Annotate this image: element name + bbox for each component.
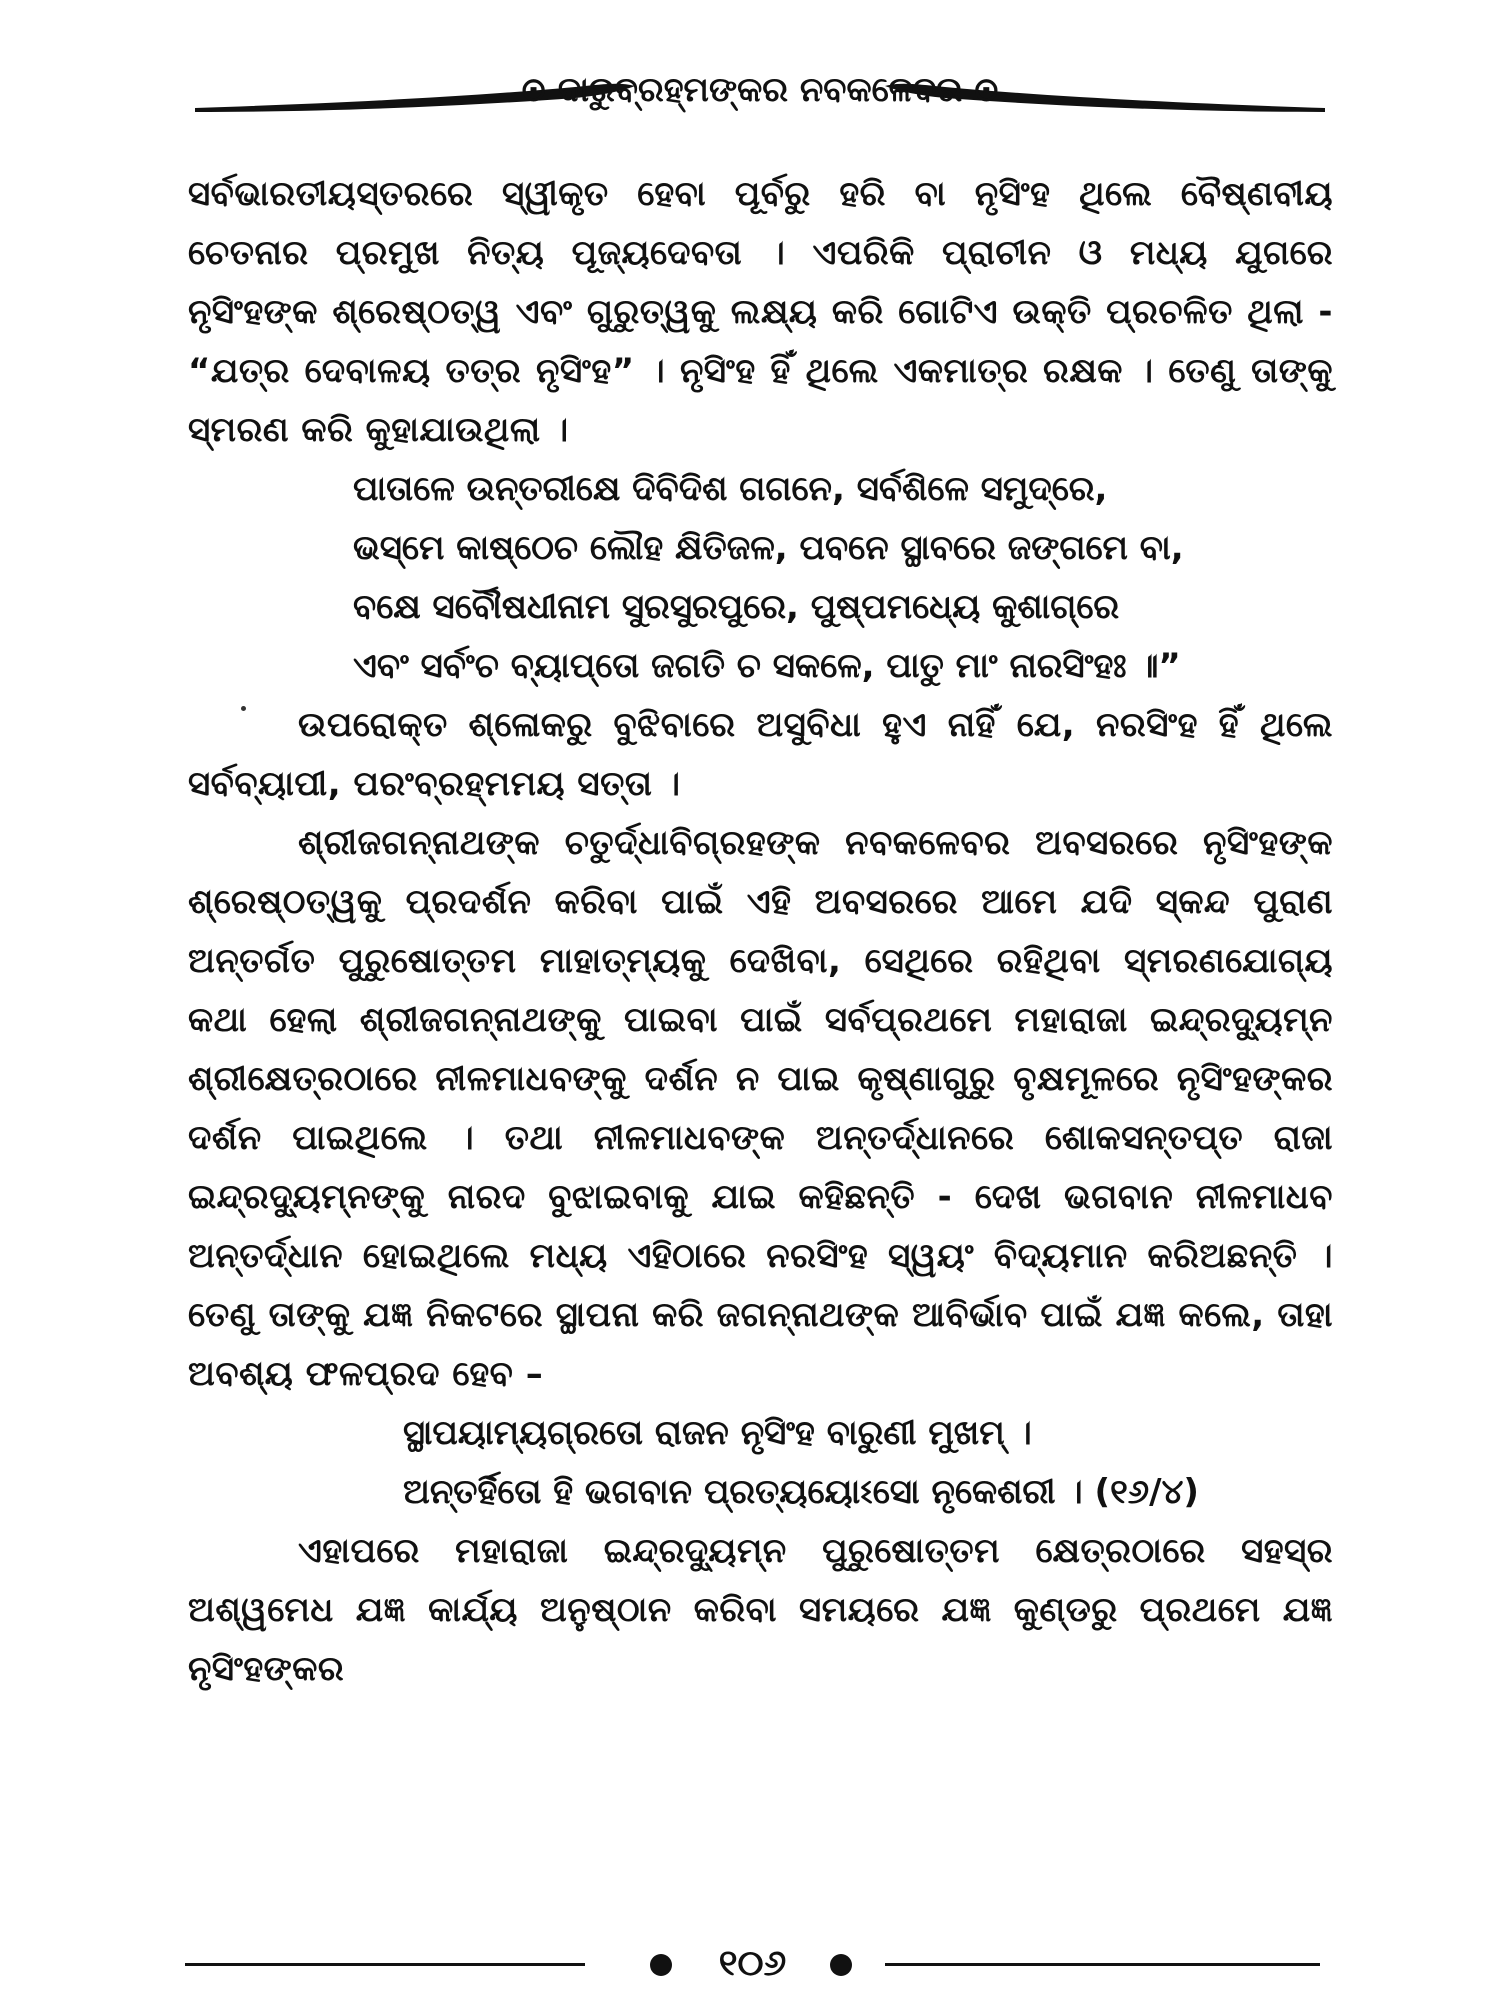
page-number: ୧୦୬	[718, 1943, 787, 1984]
verse-line: ସ୍ଥାପୟାମ୍ୟଗ୍ରତୋ ରାଜନ ନୃସିଂହ ବାରୁଣୀ ମୁଖମ୍ ।	[403, 1413, 1032, 1453]
verse-line: ଭସ୍ମେ କାଷ୍ଠେଚ ଲୌହ କ୍ଷିତିଜଳ, ପବନେ ସ୍ଥାବରେ ଜଙ୍ଗମେ ବା,	[353, 528, 1184, 568]
book-title: ଦାରୁବ୍ରହ୍ମଙ୍କର ନବକଳେବର	[557, 70, 963, 110]
paragraph-4: ଏହାପରେ ମହାରାଜା ଇନ୍ଦ୍ରଦ୍ୟୁମ୍ନ ପୁରୁଷୋତ୍ତମ କ୍ଷେତ୍ରଠାରେ ସହସ୍ର ଅଶ୍ୱମେଧ ଯଜ୍ଞ କାର୍ଯ୍ୟ ଅନୁଷ୍ଠାନ କରିବା ସମୟରେ ଯଜ୍ଞ କୁଣ୍ଡରୁ ପ୍ରଥମେ ଯଜ୍ଞ ନୃସିଂହଙ୍କର	[188, 1531, 1333, 1689]
verse-block-1	[188, 460, 1333, 696]
header-right-mark: ⊙	[972, 70, 1001, 110]
verse-line: ବକ୍ଷେ ସର୍ବୌଷଧୀନାମ ସୁରସୁରପୁରେ, ପୁଷ୍ପମଧ୍ୟେ କୁଶାଗ୍ରେ	[353, 587, 1120, 627]
verse-line: ଅନ୍ତର୍ହିତୋ ହି ଭଗବାନ ପ୍ରତ୍ୟୟୋଽସୋ ନୃକେଶରୀ । (୧୬/୪)	[403, 1472, 1199, 1512]
verse-line: ପାତାଳେ ଉନ୍ତରୀକ୍ଷେ ଦିବିଦିଶ ଗଗନେ, ସର୍ବଶିଳେ ସମୁଦ୍ରେ,	[353, 469, 1108, 509]
footer-rule-left	[185, 1963, 585, 1966]
verse-block-2	[188, 1404, 1333, 1522]
footer-rule-right	[885, 1963, 1320, 1966]
paragraph-1: ସର୍ବଭାରତୀୟସ୍ତରରେ ସ୍ୱୀକୃତ ହେବା ପୂର୍ବରୁ ହରି ବା ନୃସିଂହ ଥିଲେ ବୈଷ୍ଣବୀୟ ଚେତନାର ପ୍ରମୁଖ ନିତ୍ୟ ପୂଜ୍ୟଦେବତା । ଏପରିକି ପ୍ରାଚୀନ ଓ ମଧ୍ୟ ଯୁଗରେ ନୃସିଂହଙ୍କ ଶ୍ରେଷ୍ଠତ୍ୱ ଏବଂ ଗୁରୁତ୍ୱକୁ ଲକ୍ଷ୍ୟ କରି ଗୋଟିଏ ଉକ୍ତି ପ୍ରଚଳିତ ଥିଲା - “ଯତ୍ର ଦେବାଳୟ ତତ୍ର ନୃସିଂହ” । ନୃସିଂହ ହିଁ ଥିଲେ ଏକମାତ୍ର ରକ୍ଷକ । ତେଣୁ ତାଙ୍କୁ ସ୍ମରଣ କରି କୁହାଯାଉଥିଲା ।	[188, 174, 1333, 450]
paragraph-2: ଉପରୋକ୍ତ ଶ୍ଳୋକରୁ ବୁଝିବାରେ ଅସୁବିଧା ହୁଏ ନାହିଁ ଯେ, ନରସିଂହ ହିଁ ଥିଲେ ସର୍ବବ୍ୟାପୀ, ପରଂବ୍ରହ୍ମମୟ ସତ୍ତା ।	[188, 705, 1333, 804]
running-header	[195, 60, 1325, 130]
footer-dot-right	[830, 1954, 852, 1976]
header-title-line	[195, 68, 1325, 112]
verse-line: ଏବଂ ସର୍ବଂଚ ବ୍ୟାପ୍ତୋ ଜଗତି ଚ ସକଳେ, ପାତୁ ମାଂ ନାରସିଂହଃ ॥”	[353, 646, 1181, 686]
footer-dot-left	[650, 1954, 672, 1976]
header-left-mark: ⊙	[519, 70, 548, 110]
paragraph-3: ଶ୍ରୀଜଗନ୍ନାଥଙ୍କ ଚତୁର୍ଦ୍ଧାବିଗ୍ରହଙ୍କ ନବକଳେବର ଅବସରରେ ନୃସିଂହଙ୍କ ଶ୍ରେଷ୍ଠତ୍ୱକୁ ପ୍ରଦର୍ଶନ କରିବା ପାଇଁ ଏହି ଅବସରରେ ଆମେ ଯଦି ସ୍କନ୍ଦ ପୁରାଣ ଅନ୍ତର୍ଗତ ପୁରୁଷୋତ୍ତମ ମାହାତ୍ମ୍ୟକୁ ଦେଖିବା, ସେଥିରେ ରହିଥିବା ସ୍ମରଣଯୋଗ୍ୟ କଥା ହେଲା ଶ୍ରୀଜଗନ୍ନାଥଙ୍କୁ ପାଇବା ପାଇଁ ସର୍ବପ୍ରଥମେ ମହାରାଜା ଇନ୍ଦ୍ରଦ୍ୟୁମ୍ନ ଶ୍ରୀକ୍ଷେତ୍ରଠାରେ ନୀଳମାଧବଙ୍କୁ ଦର୍ଶନ ନ ପାଇ କୃଷ୍ଣାଗୁରୁ ବୃକ୍ଷମୂଳରେ ନୃସିଂହଙ୍କର ଦର୍ଶନ ପାଇଥିଲେ । ତଥା ନୀଳମାଧବଙ୍କ ଅନ୍ତର୍ଦ୍ଧାନରେ ଶୋକସନ୍ତପ୍ତ ରାଜା ଇନ୍ଦ୍ରଦ୍ୟୁମ୍ନଙ୍କୁ ନାରଦ ବୁଝାଇବାକୁ ଯାଇ କହିଛନ୍ତି - ଦେଖ ଭଗବାନ ନୀଳମାଧବ ଅନ୍ତର୍ଦ୍ଧାନ ହୋଇଥିଲେ ମଧ୍ୟ ଏହିଠାରେ ନରସିଂହ ସ୍ୱୟଂ ବିଦ୍ୟମାନ କରିଅଛନ୍ତି । ତେଣୁ ତାଙ୍କୁ ଯଜ୍ଞ ନିକଟରେ ସ୍ଥାପନା କରି ଜଗନ୍ନାଥଙ୍କ ଆବିର୍ଭାବ ପାଇଁ ଯଜ୍ଞ କଲେ, ତାହା ଅବଶ୍ୟ ଫଳପ୍ରଦ ହେବ –	[188, 823, 1333, 1394]
page-footer	[185, 1940, 1320, 1990]
page-body	[188, 165, 1333, 1699]
